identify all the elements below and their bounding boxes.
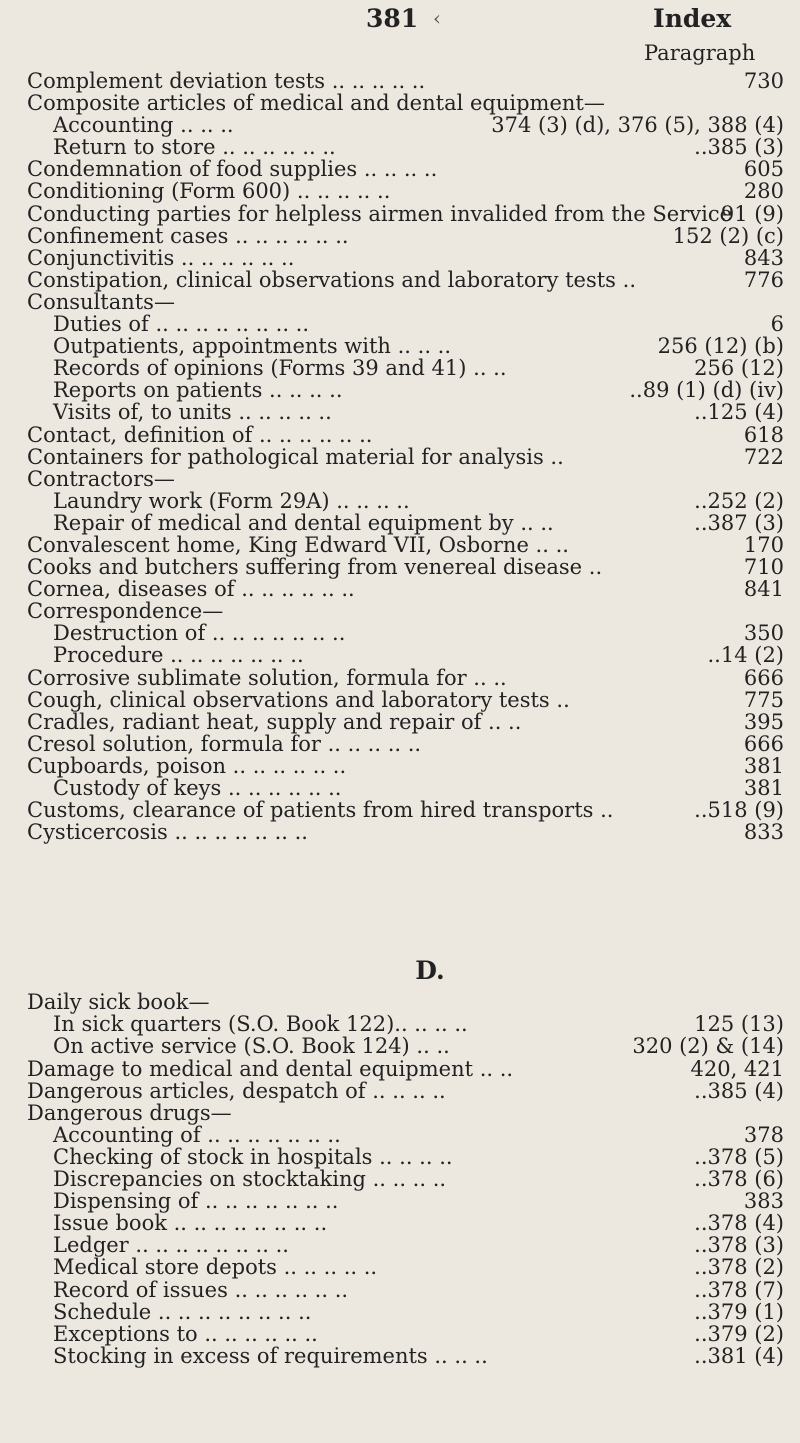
index-entry <box>0 136 800 158</box>
entry-paragraph-ref: 381 <box>743 776 784 800</box>
entry-paragraph-ref: ..378 (7) <box>694 1277 784 1302</box>
entry-paragraph-ref: 256 (12) (b) <box>657 334 784 359</box>
entry-text: Cough, clinical observations and laboratory tests .. <box>27 687 570 712</box>
entry-text: Checking of stock in hospitals .. .. .. .. <box>53 1144 453 1169</box>
index-entry <box>0 1279 800 1301</box>
page-title: Index <box>653 4 732 33</box>
index-entry <box>0 203 800 225</box>
entry-paragraph-ref: 710 <box>743 555 784 580</box>
entry-paragraph-ref: ..379 (2) <box>694 1321 784 1346</box>
index-entry <box>0 1168 800 1190</box>
index-entry <box>0 291 800 313</box>
index-entry <box>0 534 800 556</box>
entry-paragraph-ref: 666 <box>743 731 784 756</box>
index-entry <box>0 468 800 490</box>
entry-paragraph-ref: ..378 (5) <box>694 1144 784 1169</box>
entry-text: Damage to medical and dental equipment .. .. <box>27 1056 514 1081</box>
entry-text: Cooks and butchers suffering from venereal disease .. <box>27 555 603 580</box>
entry-text: Return to store .. .. .. .. .. .. <box>53 135 336 160</box>
entry-text: Contact, definition of .. .. .. .. .. .. <box>27 422 373 447</box>
entry-text: Repair of medical and dental equipment by .. .. <box>53 510 554 535</box>
index-entry <box>0 799 800 821</box>
entry-text: Schedule .. .. .. .. .. .. .. .. <box>53 1299 312 1324</box>
index-entry <box>0 1301 800 1323</box>
entry-paragraph-ref: ..381 (4) <box>694 1343 784 1368</box>
index-entry <box>0 1345 800 1367</box>
entry-paragraph-ref: ..89 (1) (d) (iv) <box>629 378 784 403</box>
entry-paragraph-ref: ..378 (4) <box>694 1211 784 1236</box>
index-entry <box>0 1035 800 1057</box>
entry-text: Reports on patients .. .. .. .. <box>53 378 343 403</box>
entry-text: Custody of keys .. .. .. .. .. .. <box>53 776 342 800</box>
index-entry <box>0 711 800 733</box>
entry-text: Outpatients, appointments with .. .. .. <box>53 334 452 359</box>
entry-paragraph-ref: ..378 (2) <box>694 1255 784 1280</box>
entry-text: Constipation, clinical observations and laboratory tests .. <box>27 267 636 292</box>
entry-paragraph-ref: ..385 (3) <box>694 135 784 160</box>
entry-text: Corrosive sublimate solution, formula for .. .. <box>27 665 507 690</box>
index-entry <box>0 1190 800 1212</box>
entry-paragraph-ref: 125 (13) <box>694 1012 784 1037</box>
index-entry <box>0 379 800 401</box>
entry-paragraph-ref: 395 <box>743 709 784 734</box>
index-entry <box>0 1080 800 1102</box>
entry-text: Dispensing of .. .. .. .. .. .. .. <box>53 1189 339 1214</box>
entry-paragraph-ref: 833 <box>743 820 784 845</box>
entry-paragraph-ref: ..252 (2) <box>694 488 784 513</box>
entry-paragraph-ref: 775 <box>743 687 784 712</box>
entry-text: Containers for pathological material for analysis .. <box>27 444 564 469</box>
entry-text: Daily sick book— <box>27 990 210 1015</box>
entry-paragraph-ref: 722 <box>743 444 784 469</box>
index-entry <box>0 1212 800 1234</box>
entry-paragraph-ref: ..387 (3) <box>694 510 784 535</box>
entry-paragraph-ref: 152 (2) (c) <box>672 223 784 248</box>
entry-paragraph-ref: 843 <box>743 245 784 270</box>
entry-text: In sick quarters (S.O. Book 122).. .. .. .. <box>53 1012 468 1037</box>
index-entry <box>0 357 800 379</box>
index-entry <box>0 1102 800 1124</box>
index-entry <box>0 70 800 92</box>
entry-text: Correspondence— <box>27 599 224 624</box>
entry-text: Laundry work (Form 29A) .. .. .. .. <box>53 488 410 513</box>
entry-paragraph-ref: 420, 421 <box>690 1056 784 1081</box>
index-entry <box>0 667 800 689</box>
index-entry <box>0 777 800 799</box>
entry-text: Stocking in excess of requirements .. .. .. <box>53 1343 488 1368</box>
entry-paragraph-ref: ..518 (9) <box>694 798 784 823</box>
entry-paragraph-ref: 381 <box>743 753 784 778</box>
index-entry <box>0 622 800 644</box>
entry-text: Procedure .. .. .. .. .. .. .. <box>53 643 304 668</box>
page-header <box>0 4 800 38</box>
index-entry <box>0 733 800 755</box>
entry-text: Medical store depots .. .. .. .. .. <box>53 1255 378 1280</box>
entry-paragraph-ref: 170 <box>743 532 784 557</box>
index-entry <box>0 755 800 777</box>
index-entry <box>0 158 800 180</box>
column-heading: Paragraph <box>644 41 756 65</box>
entry-text: Conjunctivitis .. .. .. .. .. .. <box>27 245 295 270</box>
entry-text: Conducting parties for helpless airmen invalided from the Service <box>27 201 733 226</box>
index-entry <box>0 1234 800 1256</box>
entry-text: Accounting of .. .. .. .. .. .. .. <box>53 1122 341 1147</box>
entry-text: Complement deviation tests .. .. .. .. .. <box>27 69 426 93</box>
index-entry <box>0 180 800 202</box>
entry-paragraph-ref: 256 (12) <box>694 356 784 381</box>
entry-paragraph-ref: ..378 (6) <box>694 1167 784 1192</box>
page-number: 381 <box>366 4 419 33</box>
index-entry <box>0 689 800 711</box>
entry-paragraph-ref: ..125 (4) <box>694 400 784 425</box>
entry-paragraph-ref: 666 <box>743 665 784 690</box>
entry-paragraph-ref: ..378 (3) <box>694 1233 784 1258</box>
index-entry <box>0 335 800 357</box>
index-entry <box>0 821 800 843</box>
index-entry <box>0 247 800 269</box>
entry-text: Dangerous drugs— <box>27 1100 232 1125</box>
section-letter: D. <box>415 956 445 986</box>
index-entry <box>0 1146 800 1168</box>
entry-text: Ledger .. .. .. .. .. .. .. .. <box>53 1233 289 1258</box>
index-entry <box>0 600 800 622</box>
printer-mark: ‹ <box>433 6 441 30</box>
entry-text: Contractors— <box>27 466 175 491</box>
entry-paragraph-ref: 383 <box>743 1189 784 1214</box>
index-entries <box>0 70 800 1367</box>
entry-text: Duties of .. .. .. .. .. .. .. .. <box>53 312 310 337</box>
entry-text: Exceptions to .. .. .. .. .. .. <box>53 1321 318 1346</box>
index-entry <box>0 1256 800 1278</box>
entry-text: Composite articles of medical and dental equipment— <box>27 91 605 116</box>
index-entry <box>0 114 800 136</box>
index-entry <box>0 446 800 468</box>
entry-paragraph-ref: 6 <box>770 312 784 337</box>
entry-text: Condemnation of food supplies .. .. .. .. <box>27 157 438 182</box>
entry-text: Dangerous articles, despatch of .. .. .. .. <box>27 1078 446 1103</box>
entry-text: Record of issues .. .. .. .. .. .. <box>53 1277 349 1302</box>
index-entry <box>0 225 800 247</box>
section-gap <box>0 843 800 951</box>
entry-text: Discrepancies on stocktaking .. .. .. .. <box>53 1167 447 1192</box>
index-entry <box>0 424 800 446</box>
entry-paragraph-ref: ..14 (2) <box>707 643 784 668</box>
entry-paragraph-ref: 730 <box>743 69 784 93</box>
index-entry <box>0 269 800 291</box>
index-entry <box>0 1124 800 1146</box>
index-entry <box>0 644 800 666</box>
entry-paragraph-ref: ..385 (4) <box>694 1078 784 1103</box>
index-entry <box>0 556 800 578</box>
entry-paragraph-ref: 320 (2) & (14) <box>632 1034 784 1059</box>
entry-paragraph-ref: 378 <box>743 1122 784 1147</box>
entry-text: Conditioning (Form 600) .. .. .. .. .. <box>27 179 391 204</box>
index-entry <box>0 1013 800 1035</box>
index-entry <box>0 313 800 335</box>
entry-text: Consultants— <box>27 289 175 314</box>
entry-text: Cysticercosis .. .. .. .. .. .. .. <box>27 820 308 845</box>
index-entry <box>0 578 800 600</box>
index-entry <box>0 512 800 534</box>
entry-text: Accounting .. .. .. <box>53 113 234 138</box>
entry-text: Cresol solution, formula for .. .. .. .. .. <box>27 731 422 756</box>
entry-paragraph-ref: 776 <box>743 267 784 292</box>
section-heading-d <box>0 951 800 991</box>
entry-text: Issue book .. .. .. .. .. .. .. .. <box>53 1211 328 1236</box>
index-entry <box>0 401 800 423</box>
entry-text: Destruction of .. .. .. .. .. .. .. <box>53 621 346 646</box>
entry-text: Customs, clearance of patients from hired transports .. <box>27 798 614 823</box>
entry-paragraph-ref: 618 <box>743 422 784 447</box>
entry-paragraph-ref: 91 (9) <box>720 201 784 226</box>
entry-paragraph-ref: 280 <box>743 179 784 204</box>
index-entry <box>0 1058 800 1080</box>
entry-paragraph-ref: 374 (3) (d), 376 (5), 388 (4) <box>491 113 784 138</box>
entry-paragraph-ref: 605 <box>743 157 784 182</box>
entry-text: Cradles, radiant heat, supply and repair of .. .. <box>27 709 522 734</box>
index-entry <box>0 1323 800 1345</box>
entry-paragraph-ref: ..379 (1) <box>694 1299 784 1324</box>
entry-text: Cornea, diseases of .. .. .. .. .. .. <box>27 577 355 602</box>
entry-text: Records of opinions (Forms 39 and 41) .. .. <box>53 356 507 381</box>
entry-text: On active service (S.O. Book 124) .. .. <box>53 1034 450 1059</box>
index-entry <box>0 92 800 114</box>
index-entry <box>0 490 800 512</box>
entry-text: Visits of, to units .. .. .. .. .. <box>53 400 332 425</box>
entry-text: Confinement cases .. .. .. .. .. .. <box>27 223 349 248</box>
entry-text: Convalescent home, King Edward VII, Osborne .. .. <box>27 532 569 557</box>
entry-text: Cupboards, poison .. .. .. .. .. .. <box>27 753 347 778</box>
entry-paragraph-ref: 841 <box>743 577 784 602</box>
entry-paragraph-ref: 350 <box>743 621 784 646</box>
index-entry <box>0 991 800 1013</box>
